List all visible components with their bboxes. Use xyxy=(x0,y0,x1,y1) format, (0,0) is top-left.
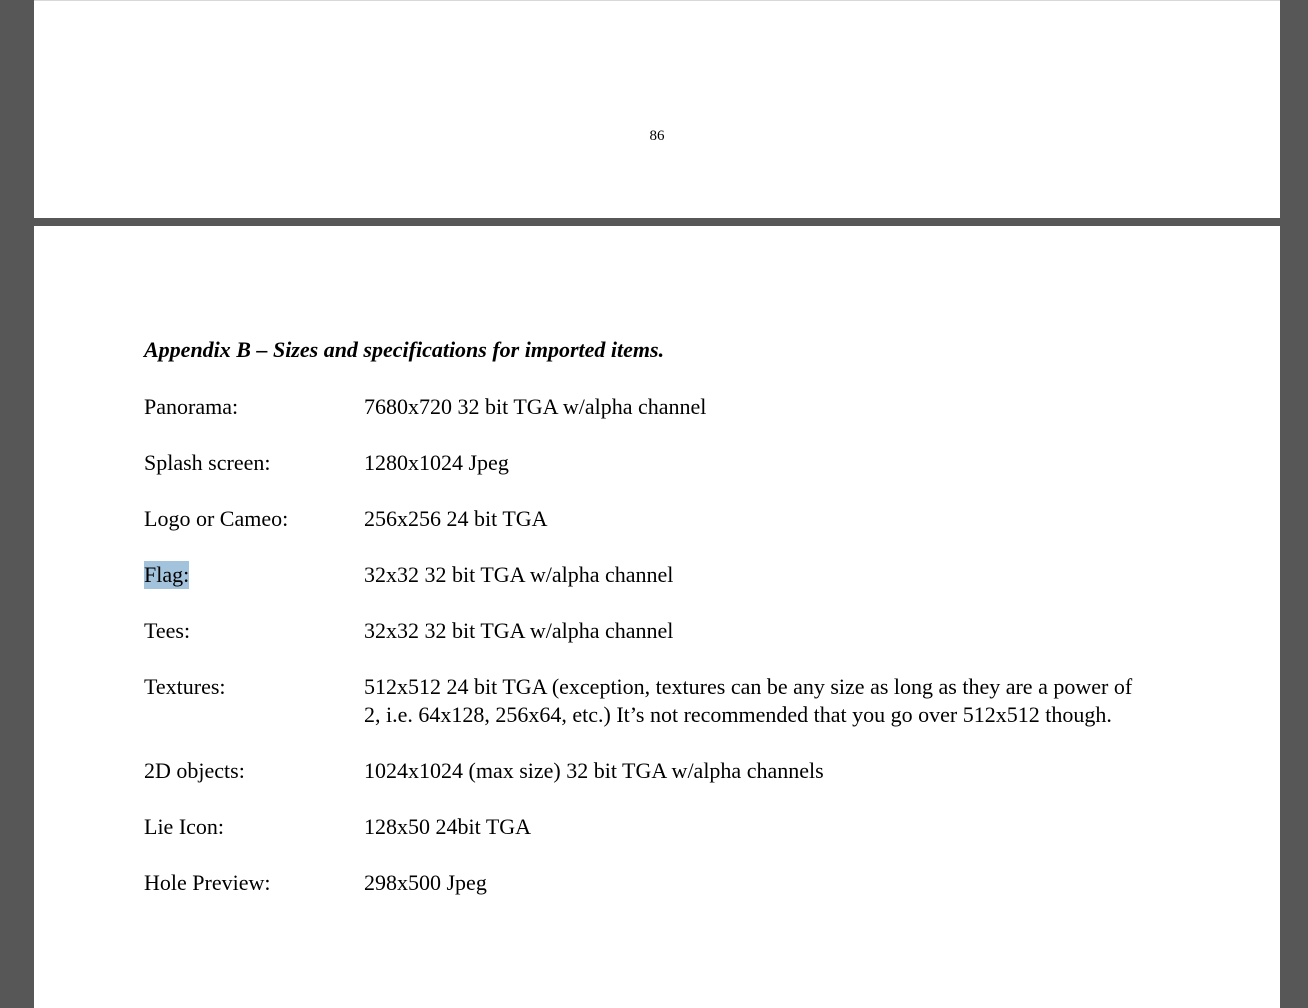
spec-label xyxy=(144,505,364,533)
spec-value: 256x256 24 bit TGA xyxy=(364,506,548,531)
spec-value: 298x500 Jpeg xyxy=(364,870,487,895)
spec-label xyxy=(144,617,364,645)
spec-value: 1280x1024 Jpeg xyxy=(364,450,509,475)
spec-value: 512x512 24 bit TGA (exception, textures can be any size as long as they are a power of 2, i.e. 64x128, 256x64, etc.) It’s not recommended that you go over 512x512 though. xyxy=(364,674,1133,727)
spec-row-flag xyxy=(144,561,1144,589)
spec-row-panorama xyxy=(144,393,1144,421)
page-number: 86 xyxy=(649,128,665,144)
spec-label-text: Panorama: xyxy=(144,394,239,419)
spec-list xyxy=(144,393,1144,925)
spec-row-lie-icon xyxy=(144,813,1144,841)
selected-text-highlight[interactable]: Flag: xyxy=(144,562,190,587)
spec-label xyxy=(144,393,364,421)
spec-label xyxy=(144,449,364,477)
spec-label-text: Hole Preview: xyxy=(144,870,271,895)
spec-value: 32x32 32 bit TGA w/alpha channel xyxy=(364,562,674,587)
spec-row-textures xyxy=(144,673,1144,729)
spec-value: 128x50 24bit TGA xyxy=(364,814,532,839)
spec-label-text: Logo or Cameo: xyxy=(144,506,289,531)
spec-label-text: Lie Icon: xyxy=(144,814,225,839)
spec-label xyxy=(144,561,364,589)
spec-row-splash-screen xyxy=(144,449,1144,477)
document-page-86 xyxy=(34,0,1280,218)
spec-label xyxy=(144,869,364,897)
spec-label xyxy=(144,757,364,785)
spec-label-text: Textures: xyxy=(144,674,226,699)
spec-row-tees xyxy=(144,617,1144,645)
spec-label-text: Tees: xyxy=(144,618,191,643)
appendix-heading: Appendix B – Sizes and specifications for imported items. xyxy=(144,337,665,362)
spec-value: 1024x1024 (max size) 32 bit TGA w/alpha channels xyxy=(364,758,824,783)
document-page-87 xyxy=(34,226,1280,1008)
spec-row-2d-objects xyxy=(144,757,1144,785)
spec-value: 32x32 32 bit TGA w/alpha channel xyxy=(364,618,674,643)
spec-label-text: 2D objects: xyxy=(144,758,245,783)
spec-value: 7680x720 32 bit TGA w/alpha channel xyxy=(364,394,707,419)
spec-label xyxy=(144,673,364,701)
spec-label xyxy=(144,813,364,841)
spec-label-text: Splash screen: xyxy=(144,450,271,475)
spec-row-logo-or-cameo xyxy=(144,505,1144,533)
spec-row-hole-preview xyxy=(144,869,1144,897)
